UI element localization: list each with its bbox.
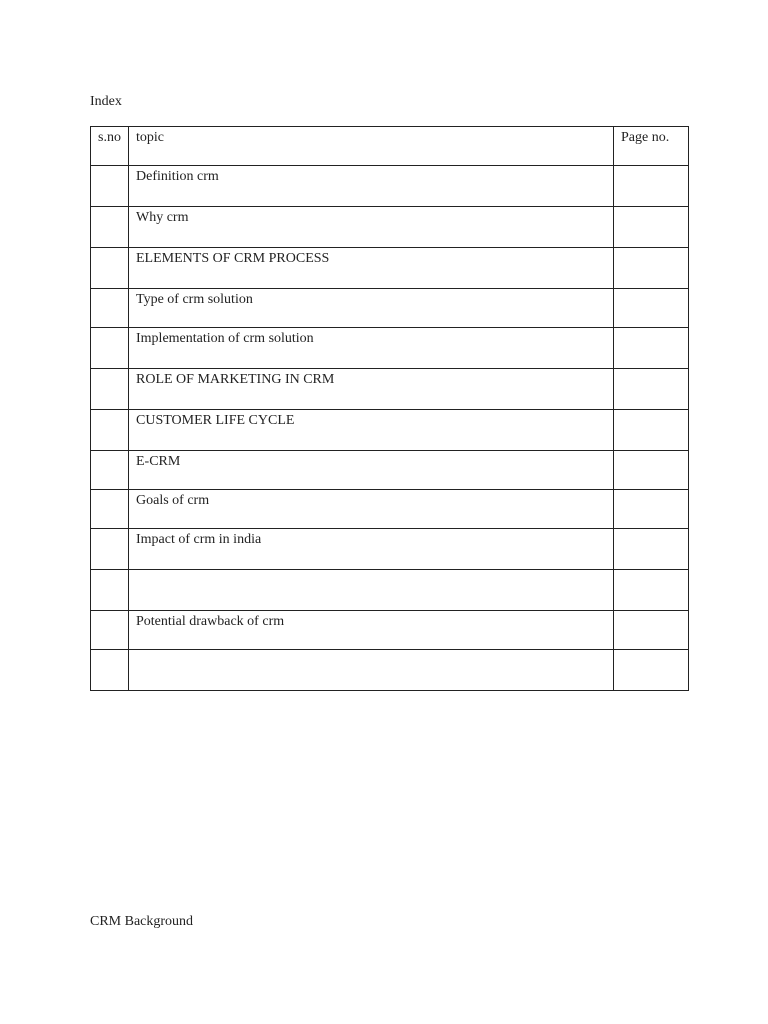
- table-row: [91, 166, 689, 207]
- table-row: [91, 328, 689, 369]
- cell-sno: [91, 410, 129, 451]
- table-row: [91, 410, 689, 451]
- cell-page: [614, 369, 689, 410]
- cell-sno: [91, 166, 129, 207]
- table-row: [91, 289, 689, 328]
- table-row: [91, 369, 689, 410]
- cell-page: [614, 248, 689, 289]
- crm-background-heading: CRM Background: [90, 914, 194, 929]
- cell-sno: [91, 248, 129, 289]
- table-row: [91, 451, 689, 490]
- cell-sno: [91, 451, 129, 490]
- cell-page: [614, 529, 689, 570]
- cell-topic: Type of crm solution: [129, 289, 614, 328]
- cell-page: [614, 451, 689, 490]
- cell-sno: [91, 328, 129, 369]
- cell-sno: [91, 529, 129, 570]
- header-topic-label: topic: [136, 130, 164, 145]
- cell-topic: Impact of crm in india: [129, 529, 614, 570]
- cell-topic: E-CRM: [129, 451, 614, 490]
- table-row: [91, 611, 689, 650]
- cell-topic: [129, 650, 614, 691]
- cell-topic: Implementation of crm solution: [129, 328, 614, 369]
- cell-page: [614, 490, 689, 529]
- cell-sno: [91, 490, 129, 529]
- cell-topic: Goals of crm: [129, 490, 614, 529]
- cell-page: [614, 650, 689, 691]
- header-sno-label: s.no: [98, 130, 121, 145]
- cell-topic: CUSTOMER LIFE CYCLE: [129, 410, 614, 451]
- cell-page: [614, 166, 689, 207]
- table-row: [91, 490, 689, 529]
- header-page: [614, 127, 689, 166]
- cell-sno: [91, 650, 129, 691]
- cell-page: [614, 611, 689, 650]
- cell-sno: [91, 369, 129, 410]
- index-heading: Index: [90, 94, 122, 109]
- table-row: [91, 570, 689, 611]
- table-row: [91, 529, 689, 570]
- table-row: [91, 650, 689, 691]
- cell-sno: [91, 289, 129, 328]
- cell-topic: ROLE OF MARKETING IN CRM: [129, 369, 614, 410]
- cell-page: [614, 289, 689, 328]
- cell-page: [614, 207, 689, 248]
- cell-topic: ELEMENTS OF CRM PROCESS: [129, 248, 614, 289]
- cell-page: [614, 570, 689, 611]
- header-topic: [129, 127, 614, 166]
- cell-sno: [91, 611, 129, 650]
- table-row: [91, 248, 689, 289]
- header-sno: [91, 127, 129, 166]
- cell-topic: Potential drawback of crm: [129, 611, 614, 650]
- cell-page: [614, 410, 689, 451]
- table-header-row: [91, 127, 689, 166]
- header-page-label: Page no.: [621, 130, 670, 145]
- cell-sno: [91, 570, 129, 611]
- cell-page: [614, 328, 689, 369]
- cell-sno: [91, 207, 129, 248]
- cell-topic: [129, 570, 614, 611]
- table-row: [91, 207, 689, 248]
- cell-topic: Why crm: [129, 207, 614, 248]
- cell-topic: Definition crm: [129, 166, 614, 207]
- index-table: [90, 126, 689, 691]
